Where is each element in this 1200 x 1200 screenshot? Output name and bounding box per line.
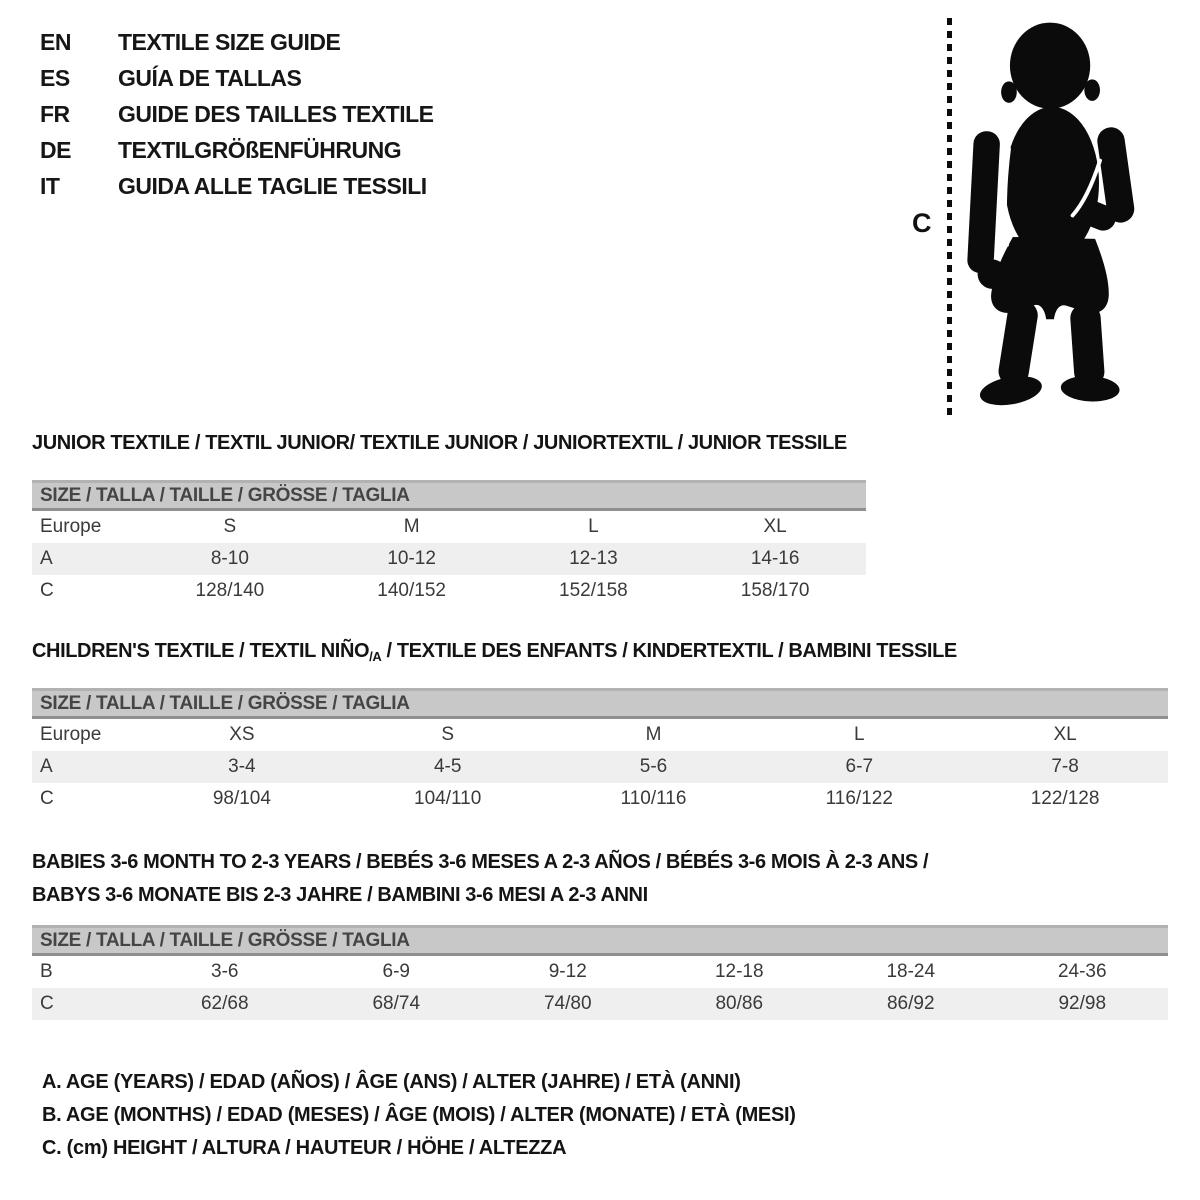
children-heading-text: / TEXTILE DES ENFANTS / KINDERTEXTIL / BAMBINI TESSILE	[381, 640, 957, 662]
height-cell: 110/116	[620, 788, 687, 809]
height-measure-label: C	[912, 208, 932, 238]
toddler-silhouette	[960, 10, 1146, 415]
row-label: Europe	[40, 516, 102, 537]
row-label: B	[40, 961, 53, 982]
height-cell: 158/170	[740, 580, 810, 601]
age-cell: 8-10	[210, 548, 249, 569]
legend-line-a: A. AGE (YEARS) / EDAD (AÑOS) / ÂGE (ANS) / ALTER (JAHRE) / ETÀ (ANNI)	[42, 1071, 741, 1093]
babies-size-header: SIZE / TALLA / TAILLE / GRÖSSE / TAGLIA	[32, 925, 1168, 956]
language-row-fr	[40, 96, 434, 132]
age-cell: 4-5	[433, 756, 462, 777]
language-row-es	[40, 60, 434, 96]
size-cell: S	[441, 724, 455, 745]
size-cell: S	[223, 516, 237, 537]
junior-section-heading: JUNIOR TEXTILE / TEXTIL JUNIOR/ TEXTILE JUNIOR / JUNIORTEXTIL / JUNIOR TESSILE	[32, 432, 847, 454]
language-code: FR	[40, 100, 70, 127]
guide-title-de: TEXTILGRÖßENFÜHRUNG	[118, 136, 402, 163]
height-cell: 92/98	[1058, 993, 1107, 1014]
height-cell: 122/128	[1030, 788, 1100, 809]
junior-size-header: SIZE / TALLA / TAILLE / GRÖSSE / TAGLIA	[32, 480, 866, 511]
language-row-it	[40, 168, 434, 204]
height-cell: 86/92	[886, 993, 935, 1014]
guide-title-es: GUÍA DE TALLAS	[118, 64, 302, 91]
months-cell: 3-6	[211, 961, 239, 982]
row-label: C	[40, 788, 54, 809]
language-code: EN	[40, 28, 71, 55]
height-cell: 68/74	[372, 993, 421, 1014]
height-cell: 62/68	[200, 993, 249, 1014]
months-cell: 24-36	[1057, 961, 1107, 982]
height-cell: 74/80	[543, 993, 592, 1014]
language-row-en	[40, 24, 434, 60]
size-cell: L	[854, 724, 865, 745]
children-section-heading	[32, 640, 957, 664]
row-label: A	[40, 756, 53, 777]
table-row	[32, 956, 1168, 988]
babies-size-table	[32, 925, 1168, 1020]
language-code: ES	[40, 64, 70, 91]
children-size-header: SIZE / TALLA / TAILLE / GRÖSSE / TAGLIA	[32, 688, 1168, 719]
height-cell: 116/122	[825, 788, 893, 809]
table-row	[32, 719, 1168, 751]
size-cell: M	[403, 516, 420, 537]
babies-heading-line2: BABYS 3-6 MONATE BIS 2-3 JAHRE / BAMBINI 3-6 MESI A 2-3 ANNI	[32, 884, 648, 906]
months-cell: 6-9	[382, 961, 410, 982]
height-cell: 104/110	[414, 788, 482, 809]
children-size-table	[32, 688, 1168, 815]
table-row	[32, 783, 1168, 815]
table-row	[32, 988, 1168, 1020]
height-cell: 80/86	[715, 993, 764, 1014]
size-cell: M	[645, 724, 662, 745]
height-measure-dashed-line	[947, 18, 952, 418]
age-cell: 7-8	[1051, 756, 1079, 777]
babies-section-heading	[32, 846, 928, 912]
legend-line-c: C. (cm) HEIGHT / ALTURA / HAUTEUR / HÖHE / ALTEZZA	[42, 1137, 567, 1159]
measure-legend	[42, 1066, 796, 1165]
row-label: C	[40, 993, 54, 1014]
guide-title-fr: GUIDE DES TAILLES TEXTILE	[118, 100, 434, 127]
table-row	[32, 511, 866, 543]
size-cell: XS	[229, 724, 255, 745]
size-cell: XL	[1053, 724, 1077, 745]
size-cell: XL	[763, 516, 787, 537]
table-row	[32, 543, 866, 575]
guide-title-it: GUIDA ALLE TAGLIE TESSILI	[118, 172, 427, 199]
row-label: C	[40, 580, 54, 601]
children-heading-text: CHILDREN'S TEXTILE / TEXTIL NIÑO	[32, 640, 370, 662]
age-cell: 5-6	[639, 756, 668, 777]
babies-heading-line1: BABIES 3-6 MONTH TO 2-3 YEARS / BEBÉS 3-6 MESES A 2-3 AÑOS / BÉBÉS 3-6 MOIS À 2-3 ANS /	[32, 851, 929, 873]
size-cell: L	[588, 516, 599, 537]
language-title-list	[40, 24, 434, 204]
language-code: DE	[40, 136, 71, 163]
table-row	[32, 575, 866, 607]
row-label: A	[40, 548, 53, 569]
months-cell: 12-18	[714, 961, 764, 982]
age-cell: 3-4	[228, 756, 256, 777]
table-row	[32, 751, 1168, 783]
language-code: IT	[40, 172, 60, 199]
age-cell: 14-16	[750, 548, 800, 569]
junior-size-table	[32, 480, 866, 607]
height-cell: 140/152	[377, 580, 446, 601]
language-row-de	[40, 132, 434, 168]
age-cell: 10-12	[387, 548, 436, 569]
height-cell: 128/140	[195, 580, 265, 601]
months-cell: 9-12	[548, 961, 587, 982]
height-cell: 152/158	[559, 580, 628, 601]
legend-line-b: B. AGE (MONTHS) / EDAD (MESES) / ÂGE (MOIS) / ALTER (MONATE) / ETÀ (MESI)	[42, 1104, 796, 1126]
guide-title-en: TEXTILE SIZE GUIDE	[118, 28, 341, 55]
children-heading-subscript: /A	[369, 649, 382, 664]
months-cell: 18-24	[886, 961, 936, 982]
row-label: Europe	[40, 724, 102, 745]
height-cell: 98/104	[212, 788, 271, 809]
age-cell: 6-7	[845, 756, 874, 777]
age-cell: 12-13	[569, 548, 618, 569]
